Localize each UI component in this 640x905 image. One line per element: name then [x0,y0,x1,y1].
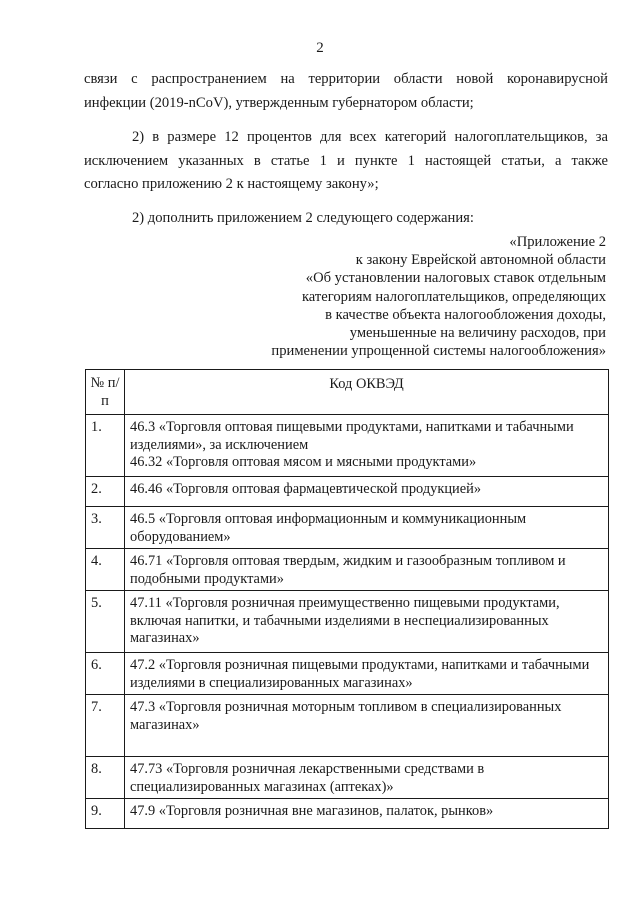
appendix-line: «Об установлении налоговых ставок отдельным [305,270,606,287]
column-header-okved-code: Код ОКВЭД [125,370,609,415]
okved-code-cell [125,415,609,477]
row-number: 1. [86,415,125,477]
table-row [86,507,609,549]
appendix-line: «Приложение 2 [509,234,606,250]
okved-code-cell [125,477,609,507]
paragraph-line: 2) в размере 12 процентов для всех категорий налогоплательщиков, за [132,129,608,145]
table-row [86,695,609,757]
table-body [86,415,609,829]
paragraph-line: инфекции (2019-nCoV), утвержденным губернатором области; [84,94,474,111]
row-number: 5. [86,591,125,653]
table-header-row [86,370,609,415]
okved-code-text: 47.9 «Торговля розничная вне магазинов, палаток, рынков» [130,803,494,819]
row-number: 4. [86,549,125,591]
paragraph-add-appendix: 2) дополнить приложением 2 следующего содержания: [132,210,474,226]
okved-code-cell [125,695,609,757]
paragraph-line: исключением указанных в статье 1 и пункте 1 настоящей статьи, а также [84,152,608,169]
row-number: 8. [86,757,125,799]
paragraph-continuation [84,68,608,115]
table-row [86,653,609,695]
paragraph-line: согласно приложению 2 к настоящему закону»; [84,176,379,192]
okved-code-text: 47.2 «Торговля розничная пищевыми продуктами, напитками и табачными изделиями в специализированных магазинах» [130,657,590,691]
okved-code-text: 47.73 «Торговля розничная лекарственными средствами в специализированных магазинах (аптеках)» [130,761,485,795]
table-row [86,591,609,653]
table-row [86,415,609,477]
page-number: 2 [316,40,324,56]
okved-code-text: 46.71 «Торговля оптовая твердым, жидким и газообразным топливом и подобными продуктами» [130,553,566,587]
okved-code-cell [125,591,609,653]
okved-code-text: 46.5 «Торговля оптовая информационным и коммуникационным оборудованием» [130,511,527,545]
okved-code-cell [125,757,609,799]
okved-table [85,369,609,829]
paragraph-line: связи с распространением на территории области новой коронавирусной [84,71,608,87]
appendix-line: уменьшенные на величину расходов, при [349,325,606,342]
okved-code-text: 46.46 «Торговля оптовая фармацевтической продукцией» [130,481,482,497]
okved-code-cell [125,653,609,695]
okved-code-cell [125,549,609,591]
appendix-line: в качестве объекта налогообложения доходы, [325,306,606,323]
appendix-line: применении упрощенной системы налогообложения» [271,343,606,360]
row-number: 3. [86,507,125,549]
table-row [86,477,609,507]
paragraph-item-2 [84,126,608,197]
row-number: 6. [86,653,125,695]
table-row [86,549,609,591]
appendix-heading [206,233,606,360]
appendix-line: категориям налогоплательщиков, определяющих [301,288,606,305]
table-row [86,799,609,829]
okved-code-text: 47.3 «Торговля розничная моторным топливом в специализированных магазинах» [130,699,562,733]
table-row [86,757,609,799]
appendix-line: к закону Еврейской автономной области [355,252,606,269]
okved-code-text: 46.32 «Торговля оптовая мясом и мясными продуктами» [130,454,477,470]
column-header-number: № п/п [86,370,125,415]
row-number: 7. [86,695,125,757]
row-number: 9. [86,799,125,829]
okved-code-cell [125,507,609,549]
okved-code-text: 47.11 «Торговля розничная преимущественно пищевыми продуктами, включая напитки, и табачными изделиями в неспециализированных магазинах» [130,595,560,646]
row-number: 2. [86,477,125,507]
okved-code-text: 46.3 «Торговля оптовая пищевыми продуктами, напитками и табачными изделиями», за исключением [130,419,574,453]
okved-code-cell [125,799,609,829]
